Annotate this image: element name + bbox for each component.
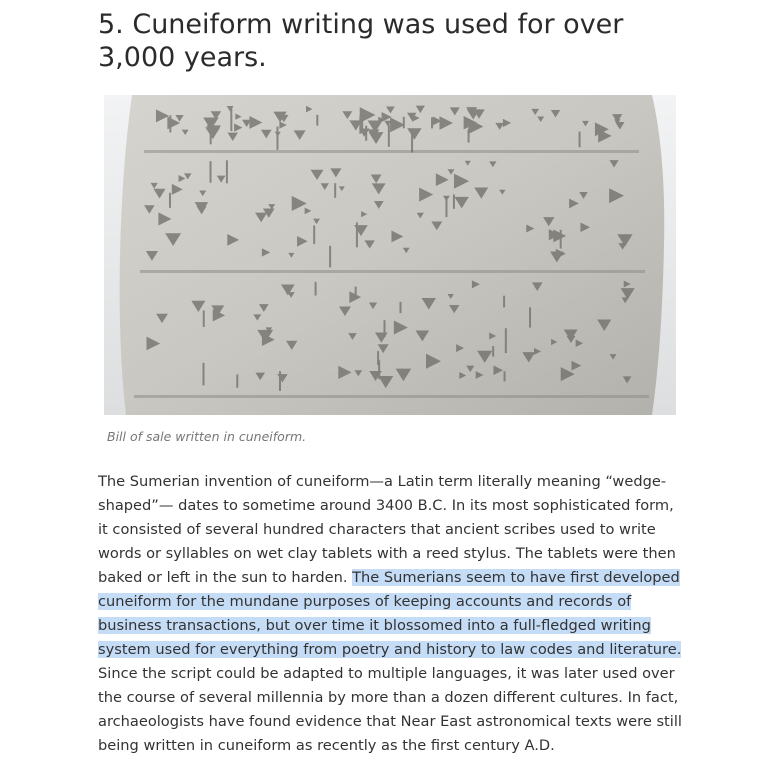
wedge-mark (579, 132, 581, 148)
wedge-mark (169, 193, 171, 208)
wedge-mark (334, 183, 336, 198)
wedge-mark (316, 115, 318, 126)
wedge-mark (388, 125, 390, 147)
wedge-mark (210, 125, 212, 144)
wedge-mark (365, 126, 367, 141)
wedge-mark (403, 117, 405, 129)
wedge-mark (355, 287, 357, 298)
wedge-mark (400, 302, 402, 313)
wedge-mark (445, 200, 447, 217)
wedge-mark (453, 194, 455, 208)
wedge-mark (503, 296, 505, 308)
section-heading: 5. Cuneiform writing was used for over 3,000 years. (98, 9, 624, 73)
wedge-mark (226, 160, 228, 183)
cuneiform-tablet-image (104, 95, 676, 415)
wedge-mark (203, 310, 205, 326)
wedge-mark (313, 225, 315, 244)
paragraph-text-start: The Sumerian invention of cuneiform—a Latin term literally meaning “wedge-shaped”— dates to sometime around 3400 B.C. In its most sophisticated form, it consisted of several hundred characters that ancient scribes used to write words or syllables on wet clay tablets with a reed stylus. The tablets were then baked or left in the sun to harden. (98, 473, 676, 586)
image-caption: Bill of sale written in cuneiform. (107, 429, 307, 444)
wedge-mark (210, 161, 212, 183)
wedge-mark (560, 230, 562, 249)
selected-text-highlight[interactable]: The Sumerians seem to have first developed cuneiform for the mundane purposes of keeping accounts and records of business transactions, but over time it blossomed into a full-fledged writing system used for everything from poetry and history to law codes and literature. (98, 569, 682, 658)
wedge-mark (315, 282, 317, 296)
paragraph-text-end: Since the script could be adapted to multiple languages, it was later used over the course of several millennia by more than a dozen different cultures. In fact, archaeologists have found evidence that Near East astronomical texts were still being written in cuneiform as recently as the first century A.D. (98, 665, 682, 754)
wedge-mark (329, 246, 331, 268)
wedge-mark (169, 115, 171, 132)
wedge-mark (203, 363, 205, 386)
wedge-mark (236, 374, 238, 387)
article-figure (104, 95, 676, 415)
article-paragraph (98, 470, 684, 758)
wedge-mark (276, 126, 278, 149)
wedge-mark (411, 133, 413, 153)
wedge-mark (384, 320, 386, 337)
wedge-mark (492, 346, 494, 357)
wedge-mark (504, 371, 506, 381)
wedge-mark (431, 117, 433, 128)
wedge-mark (505, 328, 507, 353)
wedge-mark (529, 307, 531, 327)
